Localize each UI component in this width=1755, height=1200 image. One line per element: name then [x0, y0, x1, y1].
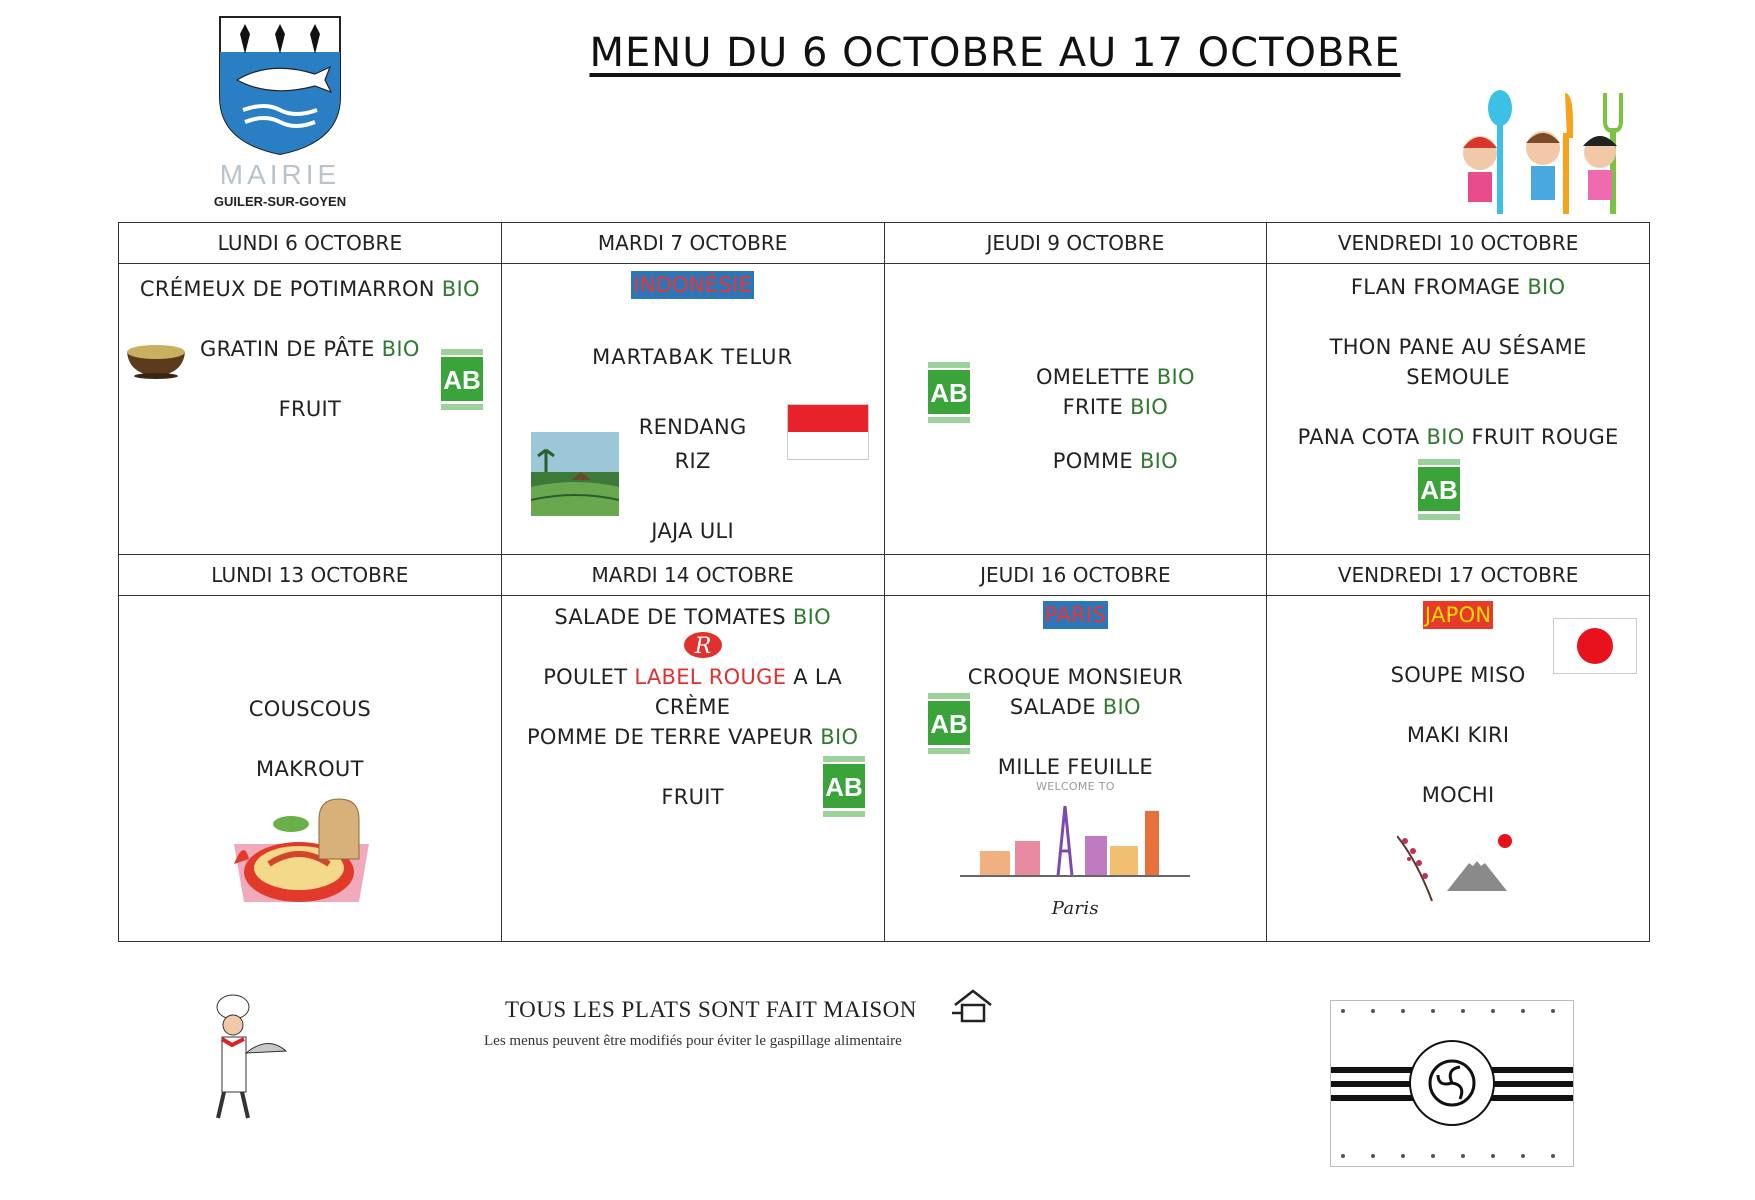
dish: SOUPE MISO: [1390, 663, 1526, 687]
dish: COUSCOUS: [248, 697, 371, 721]
page-title: MENU DU 6 OCTOBRE AU 17 OCTOBRE: [589, 30, 1401, 76]
dish: RENDANG: [638, 415, 747, 439]
japanese-mount-fuji-illustration: [1397, 831, 1527, 906]
dish: THON PANE AU SÉSAME: [1329, 335, 1587, 359]
label-rouge-logo-icon: [683, 630, 723, 660]
day-header: MARDI 14 OCTOBRE: [501, 555, 884, 596]
couscous-dish-illustration: [229, 794, 379, 909]
dish: CROQUE MONSIEUR: [967, 665, 1183, 689]
dish: CRÈME: [654, 695, 731, 719]
dish: MAKI KIRI: [1406, 723, 1510, 747]
dish: SALADE BIO: [1009, 695, 1141, 719]
house-icon: [952, 988, 994, 1024]
footer-waste-note: Les menus peuvent être modifiés pour éviter le gaspillage alimentaire: [484, 1033, 902, 1049]
dish: MAKROUT: [256, 757, 364, 781]
menu-cell-mardi-14: [501, 596, 884, 942]
day-header: LUNDI 6 OCTOBRE: [119, 223, 502, 264]
dish: FRUIT: [661, 785, 724, 809]
menu-cell-vendredi-10: [1267, 264, 1650, 555]
svg-text:AB: AB: [1420, 475, 1459, 505]
dish: RIZ: [674, 449, 711, 473]
town-coat-of-arms-logo: [215, 12, 345, 157]
dish: GRATIN DE PÂTE BIO: [200, 337, 420, 361]
soup-bowl-icon: [123, 334, 189, 380]
dish: POMME DE TERRE VAPEUR BIO: [526, 725, 859, 749]
dish: FRITE BIO: [1062, 395, 1169, 419]
dish: POULET LABEL ROUGE A LA: [543, 665, 843, 689]
svg-text:AB: AB: [929, 378, 968, 408]
breton-triskel-logo: [1330, 1000, 1574, 1167]
dish: FRUIT: [278, 397, 342, 421]
dish: MOCHI: [1421, 783, 1495, 807]
day-header: VENDREDI 10 OCTOBRE: [1267, 223, 1650, 264]
svg-text:AB: AB: [929, 709, 968, 739]
ab-organic-logo-icon: [1417, 459, 1461, 521]
menu-table: [118, 222, 1650, 942]
dish: SEMOULE: [1406, 365, 1510, 389]
indonesia-flag-icon: [787, 404, 869, 460]
theme-tag: JAPON: [1424, 603, 1492, 627]
dish: MARTABAK TELUR: [592, 345, 794, 369]
svg-text:AB: AB: [824, 772, 863, 802]
ab-organic-logo-icon: [822, 756, 866, 818]
paris-skyline-illustration: [960, 796, 1190, 894]
menu-cell-lundi-13: [119, 596, 502, 942]
day-header: JEUDI 9 OCTOBRE: [884, 223, 1267, 264]
dish: JAJA ULI: [651, 519, 734, 543]
chef-illustration: [208, 993, 288, 1123]
menu-cell-lundi-6: [119, 264, 502, 555]
dish: CRÉMEUX DE POTIMARRON BIO: [139, 277, 480, 301]
day-header: MARDI 7 OCTOBRE: [501, 223, 884, 264]
ab-organic-logo-icon: [440, 349, 484, 411]
svg-text:R: R: [694, 634, 712, 659]
footer-homemade-note: TOUS LES PLATS SONT FAIT MAISON: [505, 997, 917, 1022]
day-header: JEUDI 16 OCTOBRE: [884, 555, 1267, 596]
theme-tag: INDONÉSIE: [633, 273, 753, 297]
mairie-label: MAIRIE: [219, 159, 341, 190]
ab-organic-logo-icon: [927, 693, 971, 755]
kids-cutlery-illustration: [1455, 88, 1630, 222]
rice-terrace-photo: [531, 432, 619, 516]
dish: SALADE DE TOMATES BIO: [554, 605, 831, 629]
theme-tag: PARIS: [1044, 603, 1107, 627]
ab-organic-logo-icon: [927, 362, 971, 424]
dish: OMELETTE BIO: [1035, 365, 1195, 389]
dish: PANA COTA BIO FRUIT ROUGE: [1297, 425, 1619, 449]
day-header: VENDREDI 17 OCTOBRE: [1267, 555, 1650, 596]
day-header: LUNDI 13 OCTOBRE: [119, 555, 502, 596]
dish: MILLE FEUILLE: [997, 755, 1153, 779]
paris-signature: Paris: [1051, 898, 1099, 919]
dish: POMME BIO: [1052, 449, 1178, 473]
menu-cell-jeudi-16: [884, 596, 1267, 942]
dish: FLAN FROMAGE BIO: [1350, 275, 1566, 299]
menu-cell-mardi-7: [501, 264, 884, 555]
welcome-to-label: WELCOME TO: [1036, 780, 1115, 793]
menu-cell-vendredi-17: [1267, 596, 1650, 942]
menu-cell-jeudi-9: [884, 264, 1267, 555]
svg-text:AB: AB: [443, 365, 481, 395]
commune-name: GUILER-SUR-GOYEN: [213, 194, 347, 209]
